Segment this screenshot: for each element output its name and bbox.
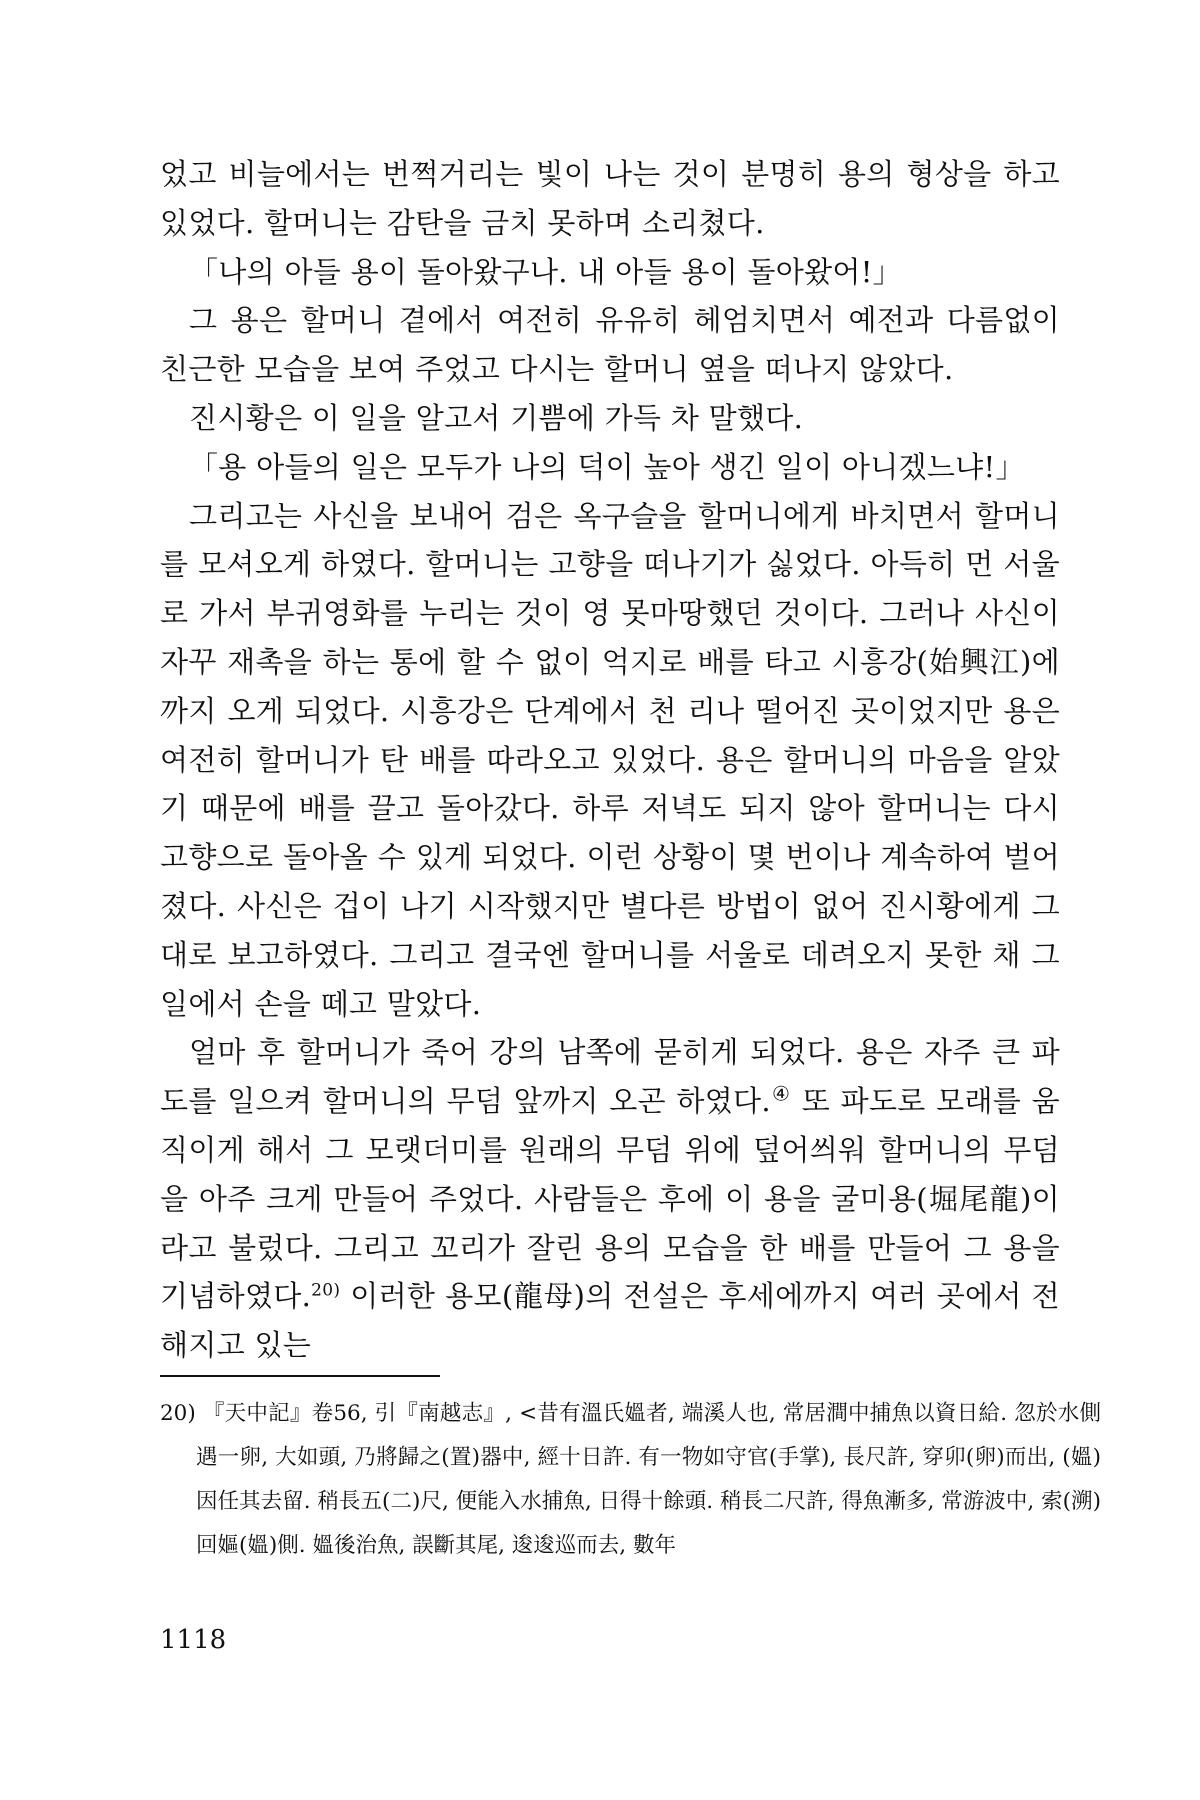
footnote (160, 1392, 1101, 1568)
footnote-divider (160, 1375, 440, 1377)
paragraph-text: 또 파도로 모래를 움직이게 해서 그 모랫더미를 원래의 무덤 위에 덮어씌워 할머니의 무덤을 아주 크게 만들어 주었다. 사람들은 후에 이 용을 굴미용(堀尾龍)이라고 불렀다. 그리고 꼬리가 잘린 용의 모습을 한 배를 만들어 그 용을 기념하였다. (160, 1084, 1060, 1314)
footnote-reference: 20) (311, 1280, 341, 1301)
paragraph: 그리고는 사신을 보내어 검은 옥구슬을 할머니에게 바치면서 할머니를 모셔오게 하였다. 할머니는 고향을 떠나기가 싫었다. 아득히 먼 서울로 가서 부귀영화를 누리는 것이 영 못마땅했던 것이다. 그러나 사신이 자꾸 재촉을 하는 통에 할 수 없이 억지로 배를 타고 시흥강(始興江)에까지 오게 되었다. 시흥강은 단계에서 천 리나 떨어진 곳이었지만 용은 여전히 할머니가 탄 배를 따라오고 있었다. 용은 할머니의 마음을 알았기 때문에 배를 끌고 돌아갔다. 하루 저녁도 되지 않아 할머니는 다시 고향으로 돌아올 수 있게 되었다. 이런 상황이 몇 번이나 계속하여 벌어졌다. 사신은 겁이 나기 시작했지만 별다른 방법이 없어 진시황에게 그대로 보고하였다. 그리고 결국엔 할머니를 서울로 데려오지 못한 채 그 일에서 손을 떼고 말았다. (160, 498, 1060, 1021)
footnote-number: 20) (160, 1401, 196, 1426)
paragraph-last (160, 1028, 1060, 1370)
paragraph: 「나의 아들 용이 돌아왔구나. 내 아들 용이 돌아왔어!」 (189, 254, 902, 289)
paragraph-text: 얼마 후 할머니가 죽어 강의 남쪽에 묻히게 되었다. 용은 자주 큰 파도를 일으켜 할머니의 무덤 앞까지 오곤 하였다. (160, 1035, 1060, 1119)
paragraph-text: 이러한 용모(龍母)의 전설은 후세에까지 여러 곳에서 전해지고 있는 (160, 1279, 1060, 1363)
paragraph: 었고 비늘에서는 번쩍거리는 빛이 나는 것이 분명히 용의 형상을 하고 있었다. 할머니는 감탄을 금치 못하며 소리쳤다. (160, 157, 1060, 240)
page-number: 1118 (160, 1625, 227, 1655)
paragraph: 그 용은 할머니 곁에서 여전히 유유히 헤엄치면서 예전과 다름없이 친근한 모습을 보여 주었고 다시는 할머니 옆을 떠나지 않았다. (160, 303, 1060, 387)
body-text (160, 150, 1060, 1370)
paragraph: 진시황은 이 일을 알고서 기쁨에 가득 차 말했다. (189, 400, 804, 435)
paragraph: 「용 아들의 일은 모두가 나의 덕이 높아 생긴 일이 아니겠느냐!」 (189, 449, 1025, 484)
footnote-text: 『天中記』卷56, 引『南越志』, <昔有溫氏媼者, 端溪人也, 常居澗中捕魚以資日給. 忽於水側遇一卵, 大如頭, 乃將歸之(置)器中, 經十日許. 有一物如守官(手掌), 長尺許, 穿卯(卵)而出, (媼)因任其去留. 稍長五(二)尺, 便能入水捕魚, 日得十餘頭. 稍長二尺許, 得魚漸多, 常游波中, 索(溯)回嫗(媼)側. 媼後治魚, 誤斷其尾, 逡逡巡而去, 數年 (195, 1401, 1101, 1558)
circle-reference-marker: ④ (770, 1081, 792, 1106)
